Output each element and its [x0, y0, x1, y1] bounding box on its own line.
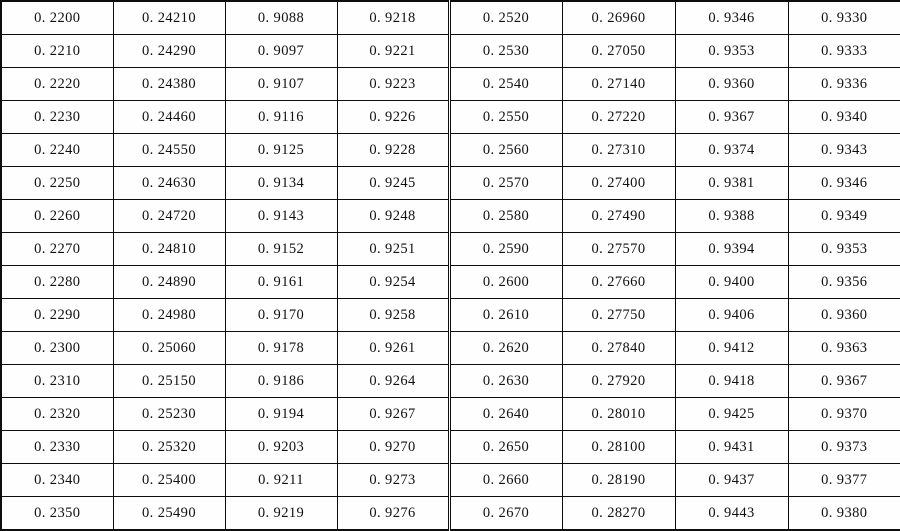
cell-value: 0. 9186: [257, 372, 305, 389]
cell-value: 0. 9226: [369, 108, 416, 125]
table-cell: [562, 35, 675, 68]
cell-value: 0. 24210: [142, 9, 196, 26]
table-cell: [113, 68, 225, 101]
cell-value: 0. 9381: [708, 174, 755, 191]
table-body: [1, 1, 900, 530]
cell-value: 0. 9330: [821, 9, 868, 26]
table-cell: [675, 68, 788, 101]
table-cell: [675, 233, 788, 266]
table-row: [1, 464, 900, 497]
table-cell: [675, 200, 788, 233]
table-cell: [675, 299, 788, 332]
cell-value: 0. 9276: [369, 504, 416, 521]
table-cell: [225, 299, 337, 332]
table-cell: [562, 68, 675, 101]
table-cell: [1, 1, 113, 35]
table-cell: [562, 365, 675, 398]
table-cell: [675, 431, 788, 464]
cell-value: 0. 27660: [591, 273, 646, 290]
cell-value: 0. 2350: [34, 504, 81, 521]
cell-value: 0. 24890: [142, 273, 196, 290]
cell-value: 0. 27310: [591, 141, 646, 158]
cell-value: 0. 2250: [34, 174, 81, 191]
table-cell: [562, 200, 675, 233]
cell-value: 0. 9097: [257, 42, 305, 59]
table-cell: [225, 398, 337, 431]
table-cell: [449, 167, 562, 200]
cell-value: 0. 9270: [369, 438, 416, 455]
table-cell: [1, 497, 113, 531]
cell-value: 0. 9336: [821, 75, 868, 92]
table-cell: [113, 134, 225, 167]
cell-value: 0. 9418: [708, 372, 755, 389]
table-cell: [788, 365, 900, 398]
cell-value: 0. 9258: [369, 306, 416, 323]
table-cell: [1, 101, 113, 134]
cell-value: 0. 2280: [34, 273, 81, 290]
cell-value: 0. 9203: [257, 438, 305, 455]
cell-value: 0. 9360: [708, 75, 755, 92]
table-row: [1, 233, 900, 266]
table-cell: [1, 332, 113, 365]
cell-value: 0. 9400: [708, 273, 755, 290]
table-cell: [113, 332, 225, 365]
table-cell: [113, 101, 225, 134]
table-row: [1, 1, 900, 35]
table-cell: [449, 68, 562, 101]
table-cell: [225, 233, 337, 266]
table-cell: [113, 266, 225, 299]
table-cell: [337, 497, 449, 531]
cell-value: 0. 9245: [369, 174, 416, 191]
cell-value: 0. 24290: [142, 42, 196, 59]
table-cell: [337, 200, 449, 233]
table-cell: [225, 332, 337, 365]
cell-value: 0. 9360: [821, 306, 868, 323]
cell-value: 0. 9346: [821, 174, 868, 191]
table-cell: [449, 1, 562, 35]
cell-value: 0. 9125: [257, 141, 305, 158]
cell-value: 0. 2620: [482, 339, 530, 356]
table-cell: [562, 299, 675, 332]
table-cell: [225, 134, 337, 167]
cell-value: 0. 9380: [821, 504, 868, 521]
cell-value: 0. 9143: [257, 207, 305, 224]
table-cell: [562, 464, 675, 497]
cell-value: 0. 27750: [591, 306, 646, 323]
cell-value: 0. 9412: [708, 339, 755, 356]
cell-value: 0. 2270: [34, 240, 81, 257]
table-cell: [225, 431, 337, 464]
table-cell: [225, 167, 337, 200]
cell-value: 0. 2670: [482, 504, 530, 521]
cell-value: 0. 2540: [482, 75, 530, 92]
cell-value: 0. 9273: [369, 471, 416, 488]
cell-value: 0. 2260: [34, 207, 81, 224]
table-row: [1, 398, 900, 431]
table-cell: [337, 68, 449, 101]
table-row: [1, 167, 900, 200]
table-cell: [1, 398, 113, 431]
cell-value: 0. 9221: [369, 42, 416, 59]
cell-value: 0. 9248: [369, 207, 416, 224]
table-cell: [788, 332, 900, 365]
cell-value: 0. 2600: [482, 273, 530, 290]
cell-value: 0. 28100: [591, 438, 646, 455]
table-cell: [113, 299, 225, 332]
table-cell: [675, 464, 788, 497]
cell-value: 0. 9211: [258, 471, 304, 488]
cell-value: 0. 9107: [257, 75, 305, 92]
cell-value: 0. 2630: [482, 372, 530, 389]
table-row: [1, 68, 900, 101]
cell-value: 0. 9353: [821, 240, 868, 257]
cell-value: 0. 2590: [482, 240, 530, 257]
cell-value: 0. 9437: [708, 471, 755, 488]
table-cell: [675, 35, 788, 68]
table-cell: [788, 35, 900, 68]
table-row: [1, 101, 900, 134]
cell-value: 0. 28190: [591, 471, 646, 488]
table-cell: [449, 431, 562, 464]
table-cell: [113, 200, 225, 233]
cell-value: 0. 9152: [257, 240, 305, 257]
cell-value: 0. 9267: [369, 405, 416, 422]
cell-value: 0. 25490: [142, 504, 196, 521]
table-row: [1, 134, 900, 167]
table-cell: [337, 299, 449, 332]
cell-value: 0. 24810: [142, 240, 196, 257]
table-cell: [449, 134, 562, 167]
cell-value: 0. 2660: [482, 471, 530, 488]
cell-value: 0. 9394: [708, 240, 755, 257]
table-cell: [788, 68, 900, 101]
table-cell: [113, 464, 225, 497]
cell-value: 0. 28270: [591, 504, 646, 521]
cell-value: 0. 2340: [34, 471, 81, 488]
cell-value: 0. 2520: [482, 9, 530, 26]
cell-value: 0. 9425: [708, 405, 755, 422]
table-cell: [675, 266, 788, 299]
cell-value: 0. 9443: [708, 504, 755, 521]
table-cell: [675, 167, 788, 200]
table-cell: [337, 134, 449, 167]
cell-value: 0. 9388: [708, 207, 755, 224]
table-cell: [113, 398, 225, 431]
table-cell: [788, 266, 900, 299]
table-cell: [1, 464, 113, 497]
cell-value: 0. 27220: [591, 108, 646, 125]
cell-value: 0. 2290: [34, 306, 81, 323]
table-cell: [788, 299, 900, 332]
table-cell: [449, 365, 562, 398]
cell-value: 0. 2220: [34, 75, 81, 92]
table-cell: [788, 233, 900, 266]
cell-value: 0. 9170: [257, 306, 305, 323]
table-cell: [225, 365, 337, 398]
table-cell: [337, 332, 449, 365]
table-cell: [675, 101, 788, 134]
cell-value: 0. 2530: [482, 42, 530, 59]
table-cell: [1, 233, 113, 266]
table-cell: [675, 365, 788, 398]
cell-value: 0. 2210: [34, 42, 81, 59]
table-cell: [449, 35, 562, 68]
table-cell: [1, 134, 113, 167]
cell-value: 0. 2610: [482, 306, 530, 323]
table-cell: [113, 365, 225, 398]
table-cell: [449, 299, 562, 332]
table-cell: [113, 233, 225, 266]
table-row: [1, 35, 900, 68]
cell-value: 0. 24550: [142, 141, 196, 158]
table-cell: [225, 68, 337, 101]
cell-value: 0. 27050: [591, 42, 646, 59]
cell-value: 0. 9367: [708, 108, 755, 125]
table-row: [1, 200, 900, 233]
table-cell: [449, 233, 562, 266]
table-cell: [225, 200, 337, 233]
cell-value: 0. 25230: [142, 405, 196, 422]
cell-value: 0. 24980: [142, 306, 196, 323]
table-row: [1, 266, 900, 299]
table-cell: [337, 266, 449, 299]
table-cell: [562, 1, 675, 35]
cell-value: 0. 9218: [369, 9, 416, 26]
cell-value: 0. 9228: [369, 141, 416, 158]
table-cell: [675, 134, 788, 167]
cell-value: 0. 2570: [482, 174, 530, 191]
cell-value: 0. 2650: [482, 438, 530, 455]
table-cell: [1, 200, 113, 233]
cell-value: 0. 2300: [34, 339, 81, 356]
cell-value: 0. 9349: [821, 207, 868, 224]
table-row: [1, 299, 900, 332]
table-cell: [1, 35, 113, 68]
cell-value: 0. 9374: [708, 141, 755, 158]
cell-value: 0. 2550: [482, 108, 530, 125]
table-cell: [113, 167, 225, 200]
table-cell: [337, 431, 449, 464]
table-cell: [337, 398, 449, 431]
table-cell: [788, 497, 900, 531]
table-cell: [562, 497, 675, 531]
table-cell: [1, 68, 113, 101]
table-cell: [788, 167, 900, 200]
cell-value: 0. 9367: [821, 372, 868, 389]
table-cell: [113, 431, 225, 464]
cell-value: 0. 24380: [142, 75, 196, 92]
table-cell: [449, 464, 562, 497]
table-cell: [225, 35, 337, 68]
table-row: [1, 332, 900, 365]
table-cell: [675, 398, 788, 431]
cell-value: 0. 28010: [591, 405, 646, 422]
cell-value: 0. 26960: [591, 9, 646, 26]
table-cell: [1, 431, 113, 464]
cell-value: 0. 9223: [369, 75, 416, 92]
table-cell: [788, 134, 900, 167]
table-cell: [337, 167, 449, 200]
table-cell: [113, 35, 225, 68]
table-cell: [337, 233, 449, 266]
table-cell: [562, 134, 675, 167]
cell-value: 0. 2580: [482, 207, 530, 224]
table-cell: [337, 464, 449, 497]
cell-value: 0. 2240: [34, 141, 81, 158]
table-row: [1, 497, 900, 531]
cell-value: 0. 2200: [34, 9, 81, 26]
table-cell: [788, 464, 900, 497]
table-cell: [449, 101, 562, 134]
cell-value: 0. 9343: [821, 141, 868, 158]
cell-value: 0. 9261: [369, 339, 416, 356]
cell-value: 0. 27400: [591, 174, 646, 191]
cell-value: 0. 9370: [821, 405, 868, 422]
cell-value: 0. 27490: [591, 207, 646, 224]
table-cell: [788, 200, 900, 233]
table-cell: [1, 167, 113, 200]
cell-value: 0. 2320: [34, 405, 81, 422]
cell-value: 0. 9340: [821, 108, 868, 125]
table-cell: [113, 1, 225, 35]
cell-value: 0. 9353: [708, 42, 755, 59]
cell-value: 0. 9373: [821, 438, 868, 455]
table-cell: [562, 431, 675, 464]
cell-value: 0. 9219: [257, 504, 305, 521]
cell-value: 0. 27570: [591, 240, 646, 257]
table-cell: [225, 101, 337, 134]
cell-value: 0. 9194: [257, 405, 305, 422]
cell-value: 0. 9251: [369, 240, 416, 257]
cell-value: 0. 2310: [34, 372, 81, 389]
table-cell: [449, 332, 562, 365]
cell-value: 0. 25320: [142, 438, 196, 455]
cell-value: 0. 9178: [257, 339, 305, 356]
cell-value: 0. 25400: [142, 471, 196, 488]
cell-value: 0. 9363: [821, 339, 868, 356]
cell-value: 0. 9088: [257, 9, 305, 26]
cell-value: 0. 9431: [708, 438, 755, 455]
cell-value: 0. 9377: [821, 471, 868, 488]
cell-value: 0. 27840: [591, 339, 646, 356]
table-cell: [1, 266, 113, 299]
cell-value: 0. 2640: [482, 405, 530, 422]
table-cell: [225, 497, 337, 531]
cell-value: 0. 2230: [34, 108, 81, 125]
table-cell: [788, 431, 900, 464]
table-cell: [562, 233, 675, 266]
table-cell: [1, 365, 113, 398]
table-cell: [562, 332, 675, 365]
cell-value: 0. 24720: [142, 207, 196, 224]
cell-value: 0. 9264: [369, 372, 416, 389]
table-cell: [675, 1, 788, 35]
table-cell: [562, 266, 675, 299]
table-cell: [337, 365, 449, 398]
table-cell: [449, 200, 562, 233]
table-row: [1, 365, 900, 398]
cell-value: 0. 9356: [821, 273, 868, 290]
table-cell: [337, 1, 449, 35]
cell-value: 0. 9134: [257, 174, 305, 191]
table-cell: [337, 101, 449, 134]
table-cell: [113, 497, 225, 531]
table-cell: [788, 101, 900, 134]
cell-value: 0. 9161: [257, 273, 305, 290]
table-cell: [337, 35, 449, 68]
table-cell: [449, 266, 562, 299]
cell-value: 0. 9346: [708, 9, 755, 26]
table-cell: [788, 398, 900, 431]
table-cell: [225, 1, 337, 35]
table-cell: [562, 167, 675, 200]
table-cell: [562, 101, 675, 134]
cell-value: 0. 24630: [142, 174, 196, 191]
table-cell: [675, 497, 788, 531]
cell-value: 0. 25150: [142, 372, 196, 389]
table-cell: [1, 299, 113, 332]
table-cell: [225, 266, 337, 299]
table-cell: [788, 1, 900, 35]
table-row: [1, 431, 900, 464]
cell-value: 0. 27920: [591, 372, 646, 389]
table-cell: [225, 464, 337, 497]
table-cell: [449, 398, 562, 431]
cell-value: 0. 9333: [821, 42, 868, 59]
table-cell: [562, 398, 675, 431]
cell-value: 0. 9254: [369, 273, 416, 290]
cell-value: 0. 9116: [258, 108, 304, 125]
cell-value: 0. 27140: [591, 75, 646, 92]
cell-value: 0. 2330: [34, 438, 81, 455]
cell-value: 0. 2560: [482, 141, 530, 158]
cell-value: 0. 25060: [142, 339, 196, 356]
table-cell: [675, 332, 788, 365]
cell-value: 0. 24460: [142, 108, 196, 125]
table-cell: [449, 497, 562, 531]
cell-value: 0. 9406: [708, 306, 755, 323]
